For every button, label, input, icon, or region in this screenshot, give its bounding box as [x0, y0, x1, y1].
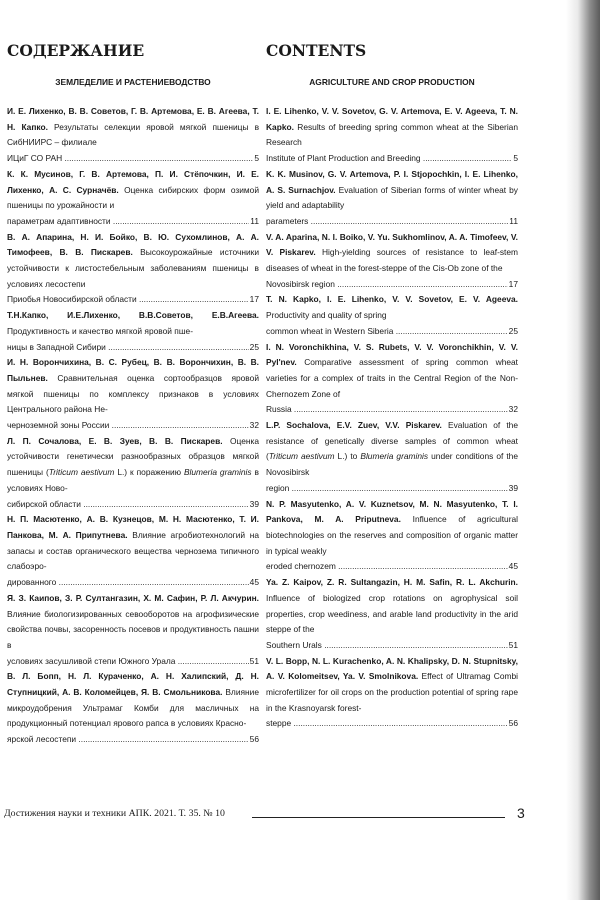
entry-authors: Ya. Z. Kaipov, Z. R. Sultangazin, H. M. Safin, R. L. Akchurin. [266, 577, 518, 588]
toc-entry[interactable] [266, 167, 518, 230]
entry-authors: В. Л. Бопп, Н. Л. Кураченко, А. Н. Халипский, Д. Н. Ступницкий, А. В. Коломейцев, Я. В. Смольникова. [7, 671, 259, 698]
section-heading: AGRICULTURE AND CROP PRODUCTION [309, 77, 475, 87]
entry-page-number: 25 [249, 341, 259, 352]
entry-authors: Я. З. Каипов, З. Р. Султангазин, Х. М. Сафин, Р. Л. Акчурин. [7, 592, 259, 603]
toc-list [266, 104, 518, 732]
entry-title-end: Novosibirsk region ..... [266, 277, 508, 293]
entry-authors: И. Е. Лихенко, В. В. Советов, Г. В. Артемова, Е. В. Агеева, Т. Н. Капко. [7, 106, 259, 132]
entry-title: Влияние микроудобрения Ультрамаг Комби для масличных на продукционный потенциал ярового рапса в условиях Красно- [7, 687, 259, 729]
toc-entry[interactable] [266, 230, 518, 293]
entry-page-number: 11 [509, 215, 518, 226]
entry-authors: И. Н. Ворончихина, В. С. Рубец, В. В. Ворончихин, В. В. Пыльнев. [7, 357, 259, 383]
entry-title-end: Russia ..... [266, 402, 508, 418]
entry-page-number: 45 [508, 561, 518, 572]
entry-page-number: 56 [508, 718, 518, 729]
entry-authors: V. L. Bopp, N. L. Kurachenko, A. N. Khalipsky, D. N. Stupnitsky, A. V. Kolomeitsev, Ya. V. Smolnikova. [266, 655, 518, 682]
entry-title-end: условиях засушливой степи Южного Урала ..... [7, 654, 249, 670]
toc-entry[interactable] [266, 654, 518, 733]
entry-page-number: 17 [249, 294, 259, 305]
entry-title-end: Приобья Новосибирской области ..... [7, 292, 249, 308]
entry-title-end: черноземной зоны России ..... [7, 418, 249, 434]
entry-title: Influence of agricultural biotechnologies on the reserves and composition of organic matter in typical weakly [266, 514, 518, 556]
entry-page-number: 51 [249, 655, 259, 666]
entry-title-end: ярской лесостепи ..... [7, 732, 249, 748]
entry-authors: Л. П. Сочалова, Е. В. Зуев, В. В. Пискарев. [7, 435, 223, 446]
entry-authors: К. К. Мусинов, Г. В. Артемова, П. И. Стёпочкин, И. Е. Лихенко, А. С. Сурначёв. [7, 168, 259, 195]
page-title: CONTENTS [266, 41, 367, 60]
entry-page-number: 39 [508, 482, 518, 493]
entry-authors: K. K. Musinov, G. V. Artemova, P. I. Stjopochkin, I. E. Lihenko, A. S. Surnachjov. [266, 168, 518, 195]
entry-page-number: 32 [249, 420, 259, 431]
footer-rule [252, 817, 505, 818]
entry-title: Evaluation of the resistance of genetically diverse samples of common wheat (Triticum aestivum L.) to Blumeria graminis under conditions of the Novosibirsk [266, 420, 518, 478]
toc-entry[interactable] [7, 104, 259, 167]
entry-authors: N. P. Masyutenko, A. V. Kuznetsov, M. N. Masyutenko, T. I. Pankova, M. A. Priputneva. [266, 498, 518, 525]
entry-title: Оценка сибирских форм озимой пшеницы по урожайности и [7, 184, 260, 211]
toc-entry[interactable] [7, 308, 259, 355]
entry-title-end: ИЦиГ СО РАН ..... [7, 151, 253, 167]
contents-column-russian [7, 40, 259, 748]
entry-title: Результаты селекции яровой мягкой пшеницы в СибНИИРС – филиале [7, 121, 260, 148]
entry-page-number: 5 [513, 153, 518, 164]
entry-title-end: Southern Urals ..... [266, 638, 508, 654]
toc-entry[interactable] [266, 340, 518, 419]
toc-entry[interactable] [7, 512, 259, 591]
entry-title-end: steppe ..... [266, 716, 508, 732]
entry-page-number: 39 [249, 498, 259, 509]
entry-authors: I. N. Voronchikhina, V. S. Rubets, V. V. Voronchikhin, V. V. Pyl'nev. [266, 341, 518, 368]
entry-page-number: 25 [508, 325, 518, 336]
entry-authors: I. E. Lihenko, V. V. Sovetov, G. V. Artemova, E. V. Ageeva, T. N. Kapko. [266, 106, 518, 132]
entry-title-end: параметрам адаптивности ..... [7, 214, 249, 230]
entry-authors: В. А. Апарина, Н. И. Бойко, В. Ю. Сухомлинов, А. А. Тимофеев, В. В. Пискарев. [7, 231, 259, 258]
toc-entry[interactable] [266, 575, 518, 654]
entry-title: Влияние биологизированных севооборотов на агрофизические свойства почвы, засоренность посевов и продуктивность пашни в [7, 608, 259, 650]
page-title: СОДЕРЖАНИЕ [7, 41, 145, 60]
contents-column-english [266, 40, 518, 732]
entry-title: Comparative assessment of spring common wheat varieties for a complex of traits in the Central Region of the Non-Chernozem Zone of [266, 357, 518, 399]
entry-title: Results of breeding spring common wheat at the Siberian Research [266, 121, 519, 148]
toc-entry[interactable] [7, 167, 259, 230]
entry-title-end: сибирской области ..... [7, 497, 249, 513]
entry-page-number: 17 [508, 278, 518, 289]
entry-page-number: 56 [249, 734, 259, 745]
entry-page-number: 11 [250, 215, 259, 226]
toc-entry[interactable] [7, 434, 259, 513]
entry-page-number: 5 [254, 153, 259, 164]
section-heading: ЗЕМЛЕДЕЛИЕ И РАСТЕНИЕВОДСТВО [55, 77, 211, 87]
entry-title: Evaluation of Siberian forms of winter wheat by yield and adaptability [266, 184, 518, 211]
entry-title-end: region ..... [266, 481, 508, 497]
entry-title-end: common wheat in Western Siberia ..... [266, 324, 508, 340]
entry-title-end: eroded chernozem ..... [266, 559, 508, 575]
page-number: 3 [517, 805, 525, 821]
entry-title: High-yielding sources of resistance to leaf-stem diseases of wheat in the forest-steppe of the Cis-Ob zone of the [266, 247, 519, 274]
entry-title: Influence of biologized crop rotations on agrophysical soil properties, crop weediness, and arable land productivity in the arid steppe of the [266, 592, 518, 635]
entry-title: Effect of Ultramag Combi microfertilizer for oil crops on the production potential of spring rape in the Krasnoyarsk forest- [266, 671, 519, 713]
toc-list [7, 104, 259, 748]
scan-page-edge [566, 0, 600, 900]
entry-authors: V. A. Aparina, N. I. Boiko, V. Yu. Sukhomlinov, A. A. Timofeev, V. V. Piskarev. [266, 231, 518, 258]
toc-entry[interactable] [266, 104, 518, 167]
entry-title: Оценка устойчивости генетически разнообразных образцов мягкой пшеницы (Triticum aestivum L.) к поражению Blumeria graminis в условиях Ново- [7, 435, 259, 493]
entry-title-end: parameters ..... [266, 214, 508, 230]
entry-authors: Т.Н.Капко, И.Е.Лихенко, В.В.Советов, Е.В.Агеева. [7, 310, 259, 321]
entry-title-end: дированного ..... [7, 575, 249, 591]
page-footer [4, 805, 530, 826]
entry-title: Сравнительная оценка сортообразцов яровой мягкой пшеницы по комплексу признаков в условиях Центрального района Не- [7, 372, 260, 415]
toc-entry[interactable] [7, 355, 259, 434]
entry-authors: T. N. Kapko, I. E. Lihenko, V. V. Sovetov, E. V. Ageeva. [266, 294, 518, 305]
toc-entry[interactable] [7, 230, 259, 309]
entry-title: Productivity and quality of spring [266, 310, 387, 321]
toc-entry[interactable] [266, 292, 518, 339]
toc-entry[interactable] [7, 669, 259, 748]
toc-entry[interactable] [266, 418, 518, 497]
entry-authors: L.P. Sochalova, E.V. Zuev, V.V. Piskarev. [266, 420, 442, 431]
entry-page-number: 45 [249, 577, 259, 588]
entry-title-end: ницы в Западной Сибири ..... [7, 340, 249, 356]
toc-entry[interactable] [7, 591, 259, 670]
entry-title: Высокоурожайные источники устойчивости к листостебельным заболеваниям пшеницы в условиях лесостепи [7, 247, 260, 289]
toc-entry[interactable] [266, 497, 518, 576]
entry-title-end: Institute of Plant Production and Breeding ..... [266, 151, 512, 167]
entry-title: Влияние агробиотехнологий на запасы и состав органического вещества чернозема типичного слабоэро- [7, 529, 260, 572]
entry-page-number: 32 [508, 404, 518, 415]
entry-page-number: 51 [508, 639, 518, 650]
entry-title: Продуктивность и качество мягкой яровой пше- [7, 325, 193, 336]
journal-citation: Достижения науки и техники АПК. 2021. Т. 35. № 10 [4, 808, 225, 819]
entry-authors: Н. П. Масютенко, А. В. Кузнецов, М. Н. Масютенко, Т. И. Панкова, М. А. Припутнева. [7, 514, 259, 540]
